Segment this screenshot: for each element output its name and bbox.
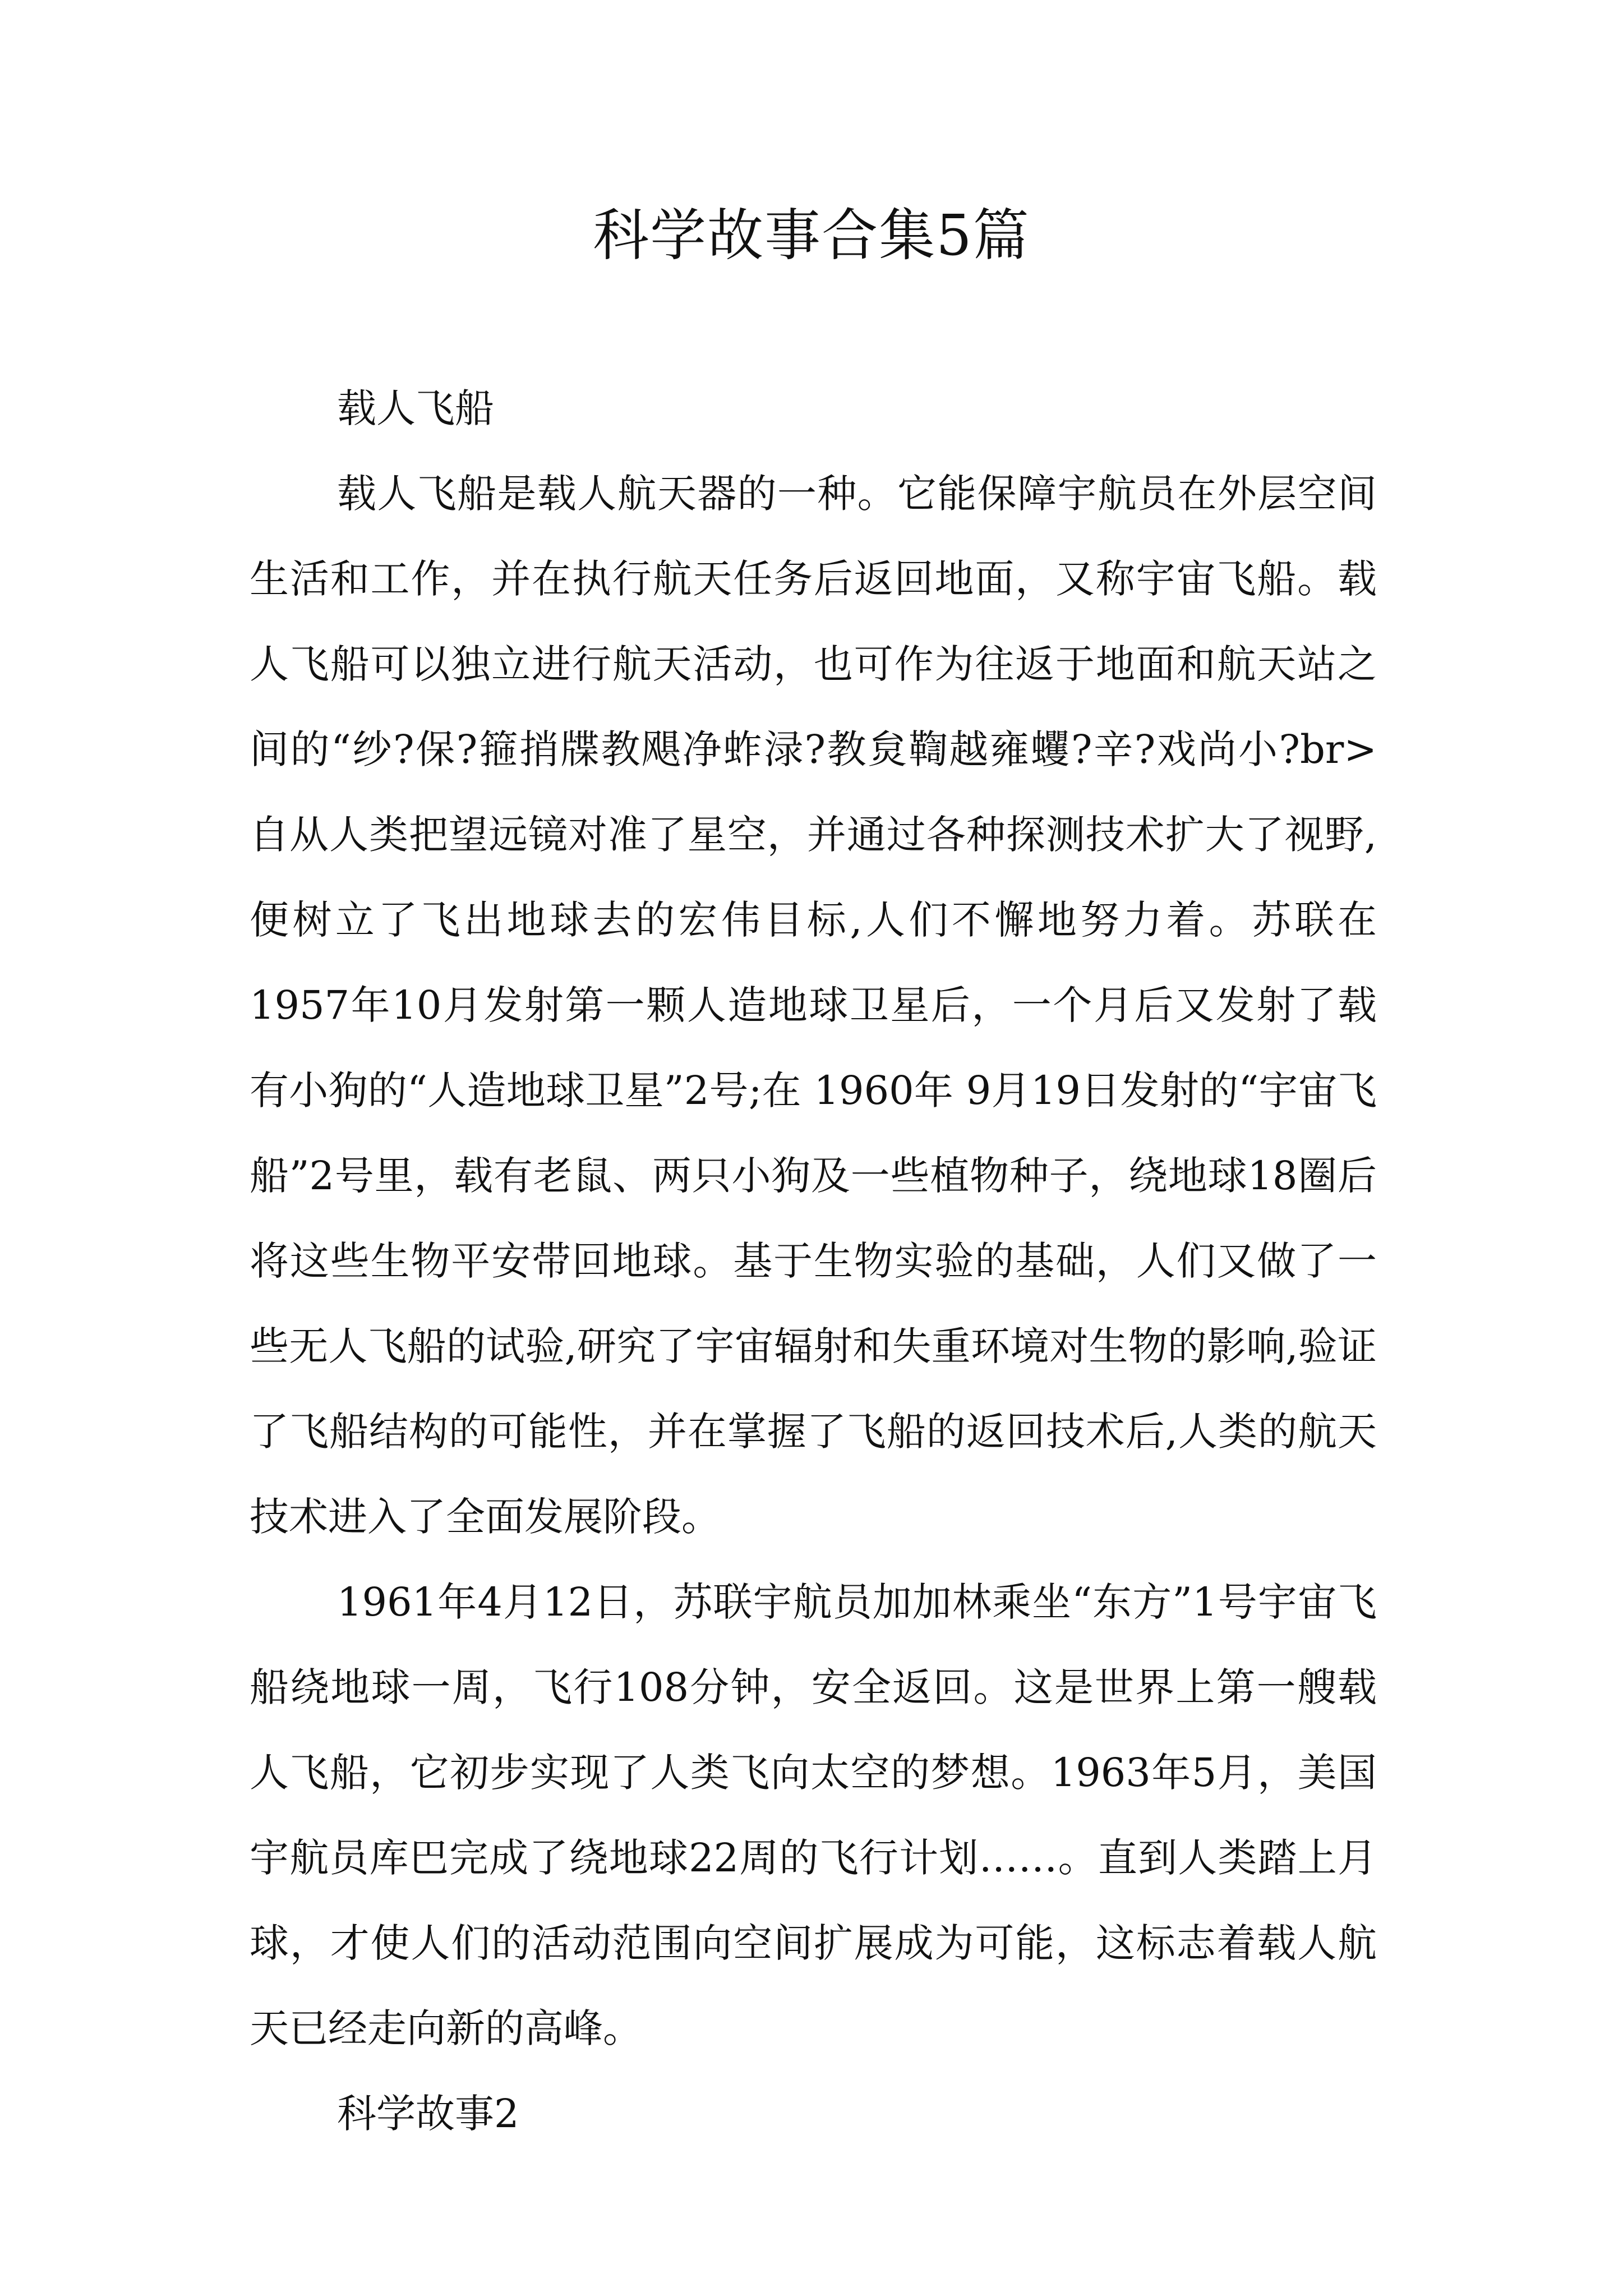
paragraph-gagarin-flight: 1961年4月12日，苏联宇航员加加林乘坐“东方”1号宇宙飞船绕地球一周，飞行108分钟，安全返回。这是世界上第一艘载人飞船，它初步实现了人类飞向太空的梦想。1963年5月，美国宇航员库巴完成了绕地球22周的飞行计划……。直到人类踏上月球，才使人们的活动范围向空间扩展成为可能，这标志着载人航天已经走向新的高峰。	[250, 1579, 1377, 2051]
section-heading-manned-spacecraft: 载人飞船	[337, 385, 494, 431]
document-body	[250, 366, 1377, 2156]
section-heading-science-story-2: 科学故事2	[337, 2091, 519, 2137]
paragraph-manned-spacecraft-intro: 载人飞船是载人航天器的一种。它能保障宇航员在外层空间生活和工作，并在执行航天任务后返回地面，又称宇宙飞船。载人飞船可以独立进行航天活动，也可作为往返于地面和航天站之间的“纱?保?箍捎牒教飓净蚱渌?教炱鞫越雍蠼?辛?戏尚小?br> 自从人类把望远镜对准了星空，并通过各种探测技术扩大了视野,便树立了飞出地球去的宏伟目标,人们不懈地努力着。苏联在1957年10月发射第一颗人造地球卫星后，一个月后又发射了载有小狗的“人造地球卫星”2号;在 1960年 9月19日发射的“宇宙飞船”2号里，载有老鼠、两只小狗及一些植物种子，绕地球18圈后将这些生物平安带回地球。基于生物实验的基础，人们又做了一些无人飞船的试验,研究了宇宙辐射和失重环境对生物的影响,验证了飞船结构的可能性，并在掌握了飞船的返回技术后,人类的航天技术进入了全面发展阶段。	[250, 471, 1377, 1540]
document-title: 科学故事合集5篇	[593, 203, 1030, 268]
